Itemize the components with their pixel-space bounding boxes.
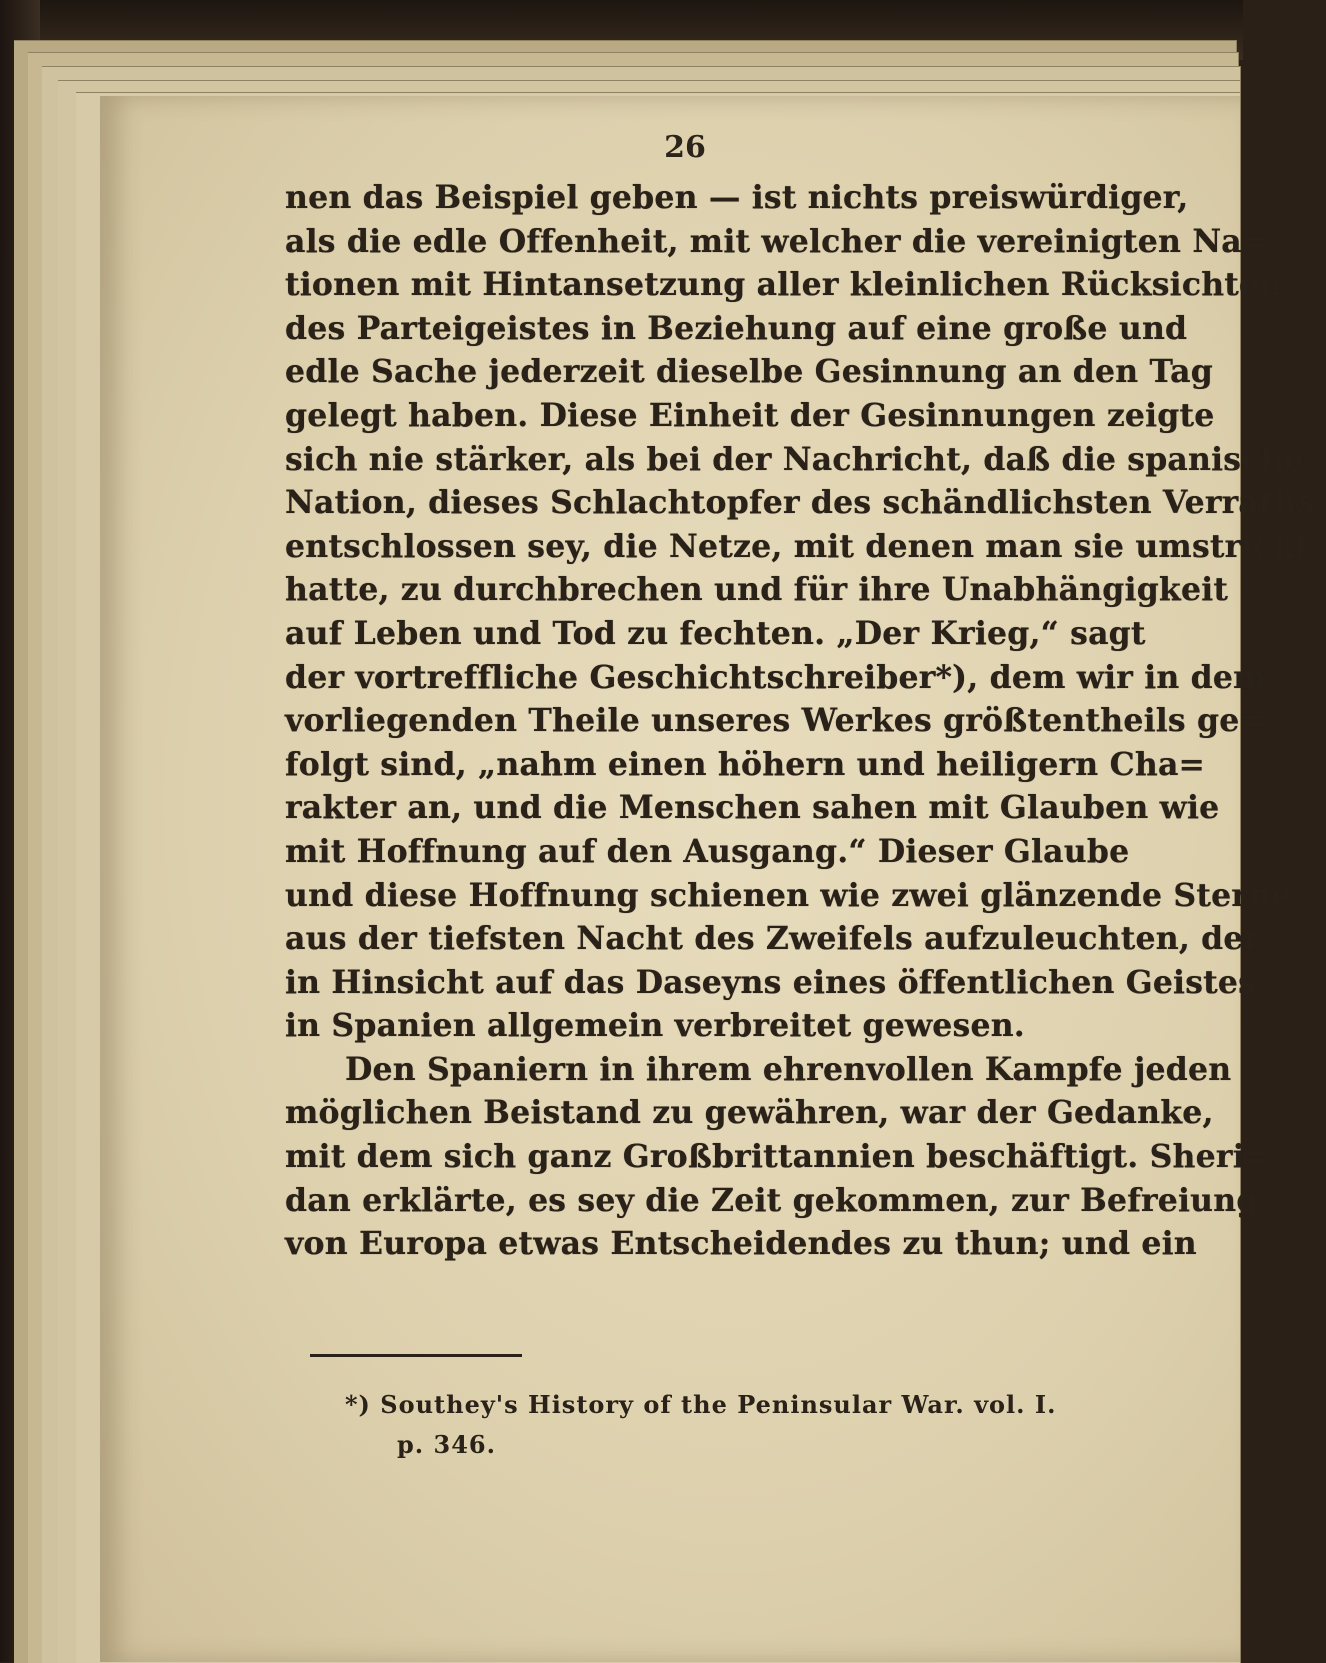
- text-line: entschlossen sey, die Netze, mit denen man sie umstrickt: [285, 527, 1310, 565]
- text-line: möglichen Beistand zu gewähren, war der Gedanke,: [285, 1094, 1214, 1132]
- text-line: in Hinsicht auf das Daseyns eines öffentlichen Geistes: [285, 963, 1257, 1001]
- text-line: aus der tiefsten Nacht des Zweifels aufzuleuchten, der: [285, 920, 1261, 958]
- text-line: dan erklärte, es sey die Zeit gekommen, zur Befreiung: [285, 1181, 1259, 1219]
- text-line: mit Hoffnung auf den Ausgang.“ Dieser Glaube: [285, 832, 1130, 870]
- text-line: Nation, dieses Schlachtopfer des schändlichsten Verraths,: [285, 484, 1326, 522]
- body-text: [285, 176, 1326, 1266]
- footnote-line: p. 346.: [397, 1430, 496, 1459]
- text-line: der vortreffliche Geschichtschreiber*), dem wir in dem: [285, 658, 1267, 696]
- text-line: in Spanien allgemein verbreitet gewesen.: [285, 1007, 1025, 1045]
- text-line: hatte, zu durchbrechen und für ihre Unabhängigkeit: [285, 571, 1229, 609]
- text-line: auf Leben und Tod zu fechten. „Der Krieg,“ sagt: [285, 614, 1146, 652]
- text-line: mit dem sich ganz Großbrittannien beschäftigt. Sheri=: [285, 1138, 1272, 1176]
- text-line: folgt sind, „nahm einen höhern und heiligern Cha=: [285, 745, 1206, 783]
- footnote: [345, 1385, 1125, 1465]
- text-line: sich nie stärker, als bei der Nachricht, daß die spanische: [285, 440, 1304, 478]
- text-line: gelegt haben. Diese Einheit der Gesinnungen zeigte: [285, 396, 1215, 434]
- footnote-rule: [310, 1354, 522, 1357]
- text-line: vorliegenden Theile unseres Werkes größtentheils ge=: [285, 702, 1267, 740]
- text-line: als die edle Offenheit, mit welcher die vereinigten Na=: [285, 222, 1269, 260]
- page-number: 26: [664, 130, 706, 165]
- text-line: nen das Beispiel geben — ist nichts preiswürdiger,: [285, 179, 1189, 216]
- text-line: rakter an, und die Menschen sahen mit Glauben wie: [285, 789, 1220, 827]
- text-line: Den Spaniern in ihrem ehrenvollen Kampfe jeden: [345, 1050, 1232, 1088]
- text-line: von Europa etwas Entscheidendes zu thun; und ein: [285, 1225, 1197, 1263]
- text-line: des Parteigeistes in Beziehung auf eine große und: [285, 309, 1188, 347]
- text-line: und diese Hoffnung schienen wie zwei glänzende Sterne: [285, 876, 1292, 914]
- text-line: edle Sache jederzeit dieselbe Gesinnung an den Tag: [285, 353, 1213, 391]
- footnote-line: *) Southey's History of the Peninsular War. vol. I.: [345, 1390, 1057, 1419]
- text-line: tionen mit Hintansetzung aller kleinlichen Rücksichten: [285, 266, 1283, 304]
